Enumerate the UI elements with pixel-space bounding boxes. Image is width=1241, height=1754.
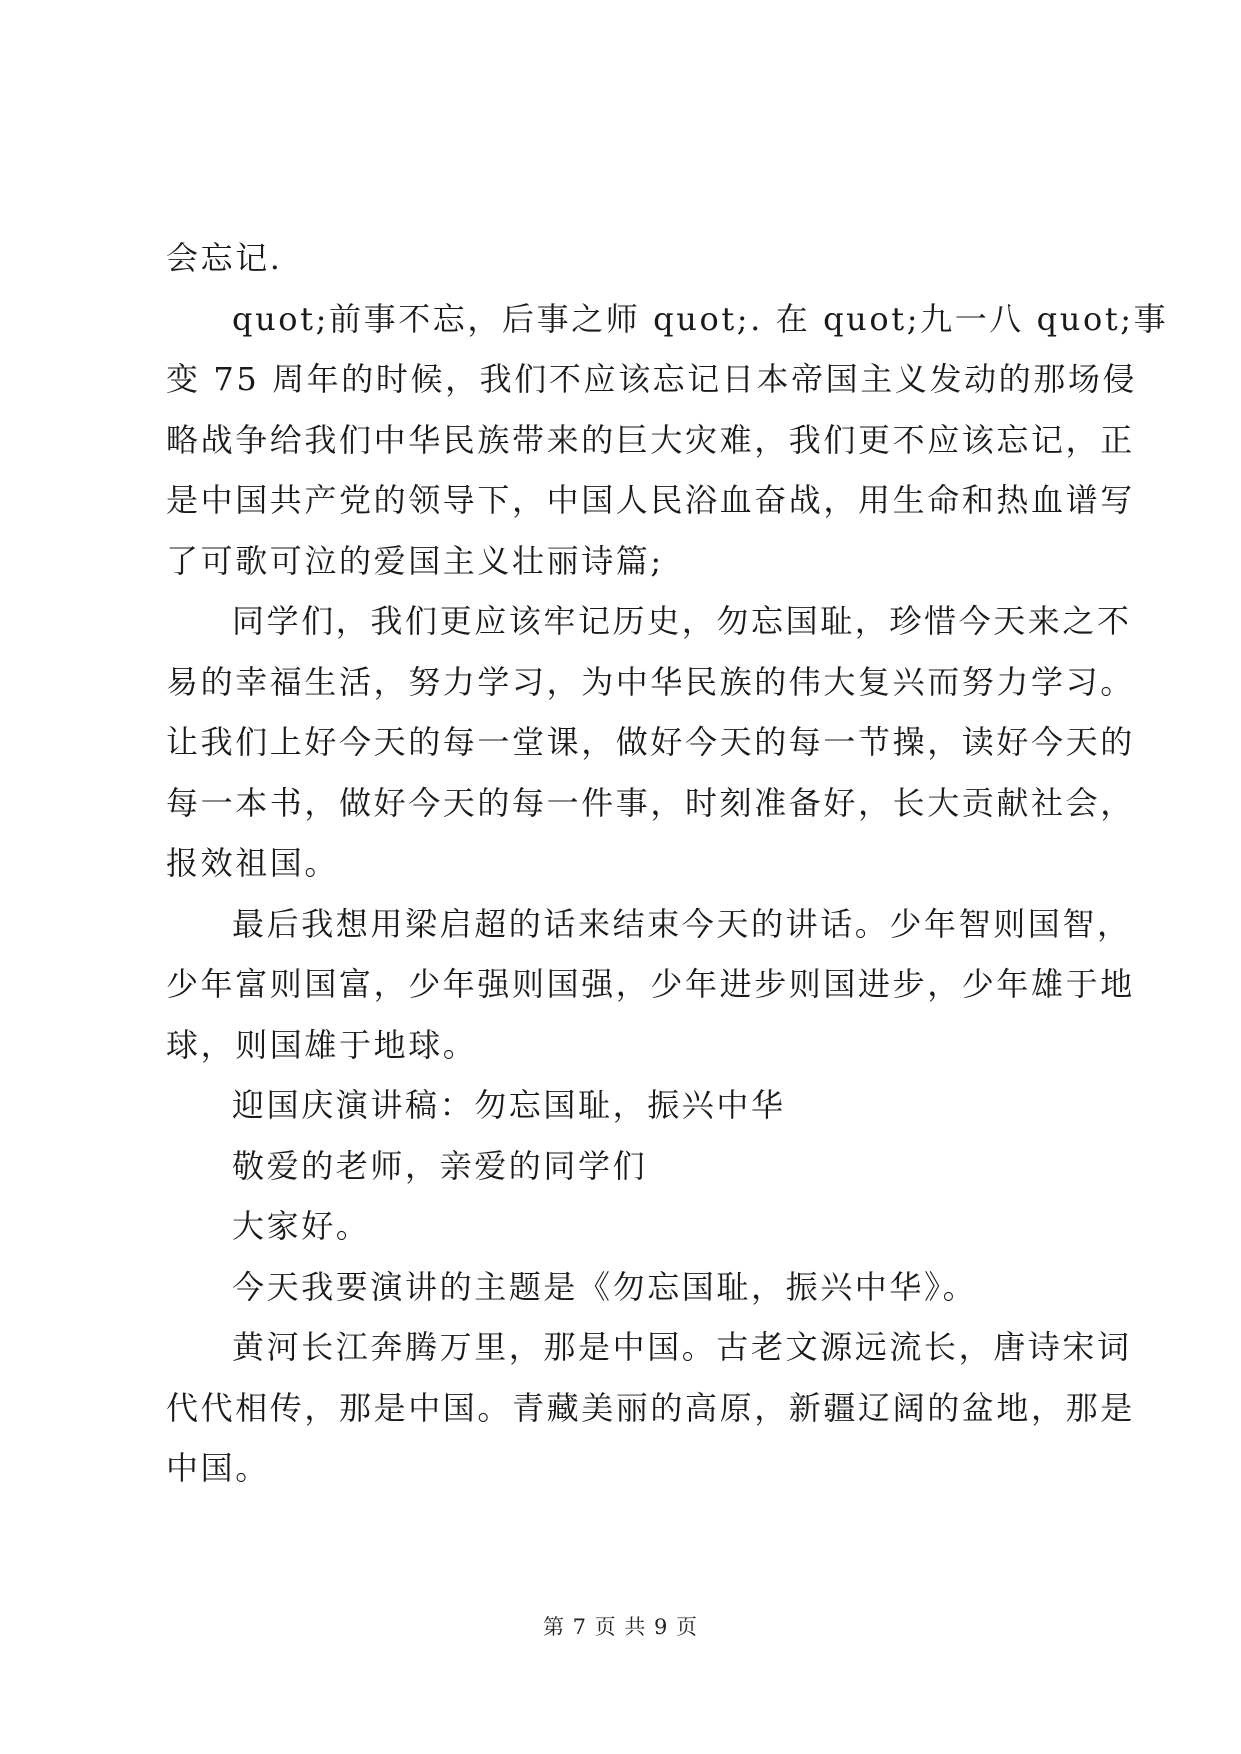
text-line: 是中国共产党的领导下，中国人民浴血奋战，用生命和热血谱写 [166, 481, 1135, 519]
text-line: 略战争给我们中华民族带来的巨大灾难，我们更不应该忘记，正 [166, 420, 1135, 459]
text-line: 了可歌可泣的爱国主义壮丽诗篇; [166, 541, 664, 580]
text-line: 变 75 周年的时候，我们不应该忘记日本帝国主义发动的那场侵 [166, 360, 1138, 398]
text-line: 球，则国雄于地球。 [166, 1025, 478, 1064]
text-line: 同学们，我们更应该牢记历史，勿忘国耻，珍惜今天来之不 [232, 602, 1132, 640]
text-line: 最后我想用梁启超的话来结束今天的讲话。少年智则国智， [232, 904, 1132, 943]
text-line: 中国。 [166, 1449, 270, 1487]
text-line: 黄河长江奔腾万里，那是中国。古老文源远流长，唐诗宋词 [232, 1328, 1132, 1366]
text-line: 易的幸福生活，努力学习，为中华民族的伟大复兴而努力学习。 [166, 662, 1135, 701]
text-line: 让我们上好今天的每一堂课，做好今天的每一节操，读好今天的 [166, 723, 1135, 761]
text-line: 少年富则国富，少年强则国强，少年进步则国进步，少年雄于地 [166, 965, 1135, 1003]
text-line: 迎国庆演讲稿：勿忘国耻，振兴中华 [232, 1086, 786, 1124]
page-footer: 第 7 页 共 9 页 [542, 1615, 699, 1639]
text-line: 敬爱的老师，亲爱的同学们 [232, 1146, 648, 1185]
text-line: 代代相传，那是中国。青藏美丽的高原，新疆辽阔的盆地，那是 [166, 1388, 1135, 1427]
text-line: 报效祖国。 [166, 844, 340, 882]
text-line: 大家好。 [232, 1207, 371, 1245]
text-line: 每一本书，做好今天的每一件事，时刻准备好，长大贡献社会， [166, 783, 1135, 822]
text-line: 会忘记. [166, 239, 283, 277]
text-line: quot;前事不忘，后事之师 quot;. 在 quot;九一八 quot;事 [232, 299, 1169, 338]
document-body [166, 228, 1169, 1499]
text-line: 今天我要演讲的主题是《勿忘国耻，振兴中华》。 [232, 1267, 978, 1306]
